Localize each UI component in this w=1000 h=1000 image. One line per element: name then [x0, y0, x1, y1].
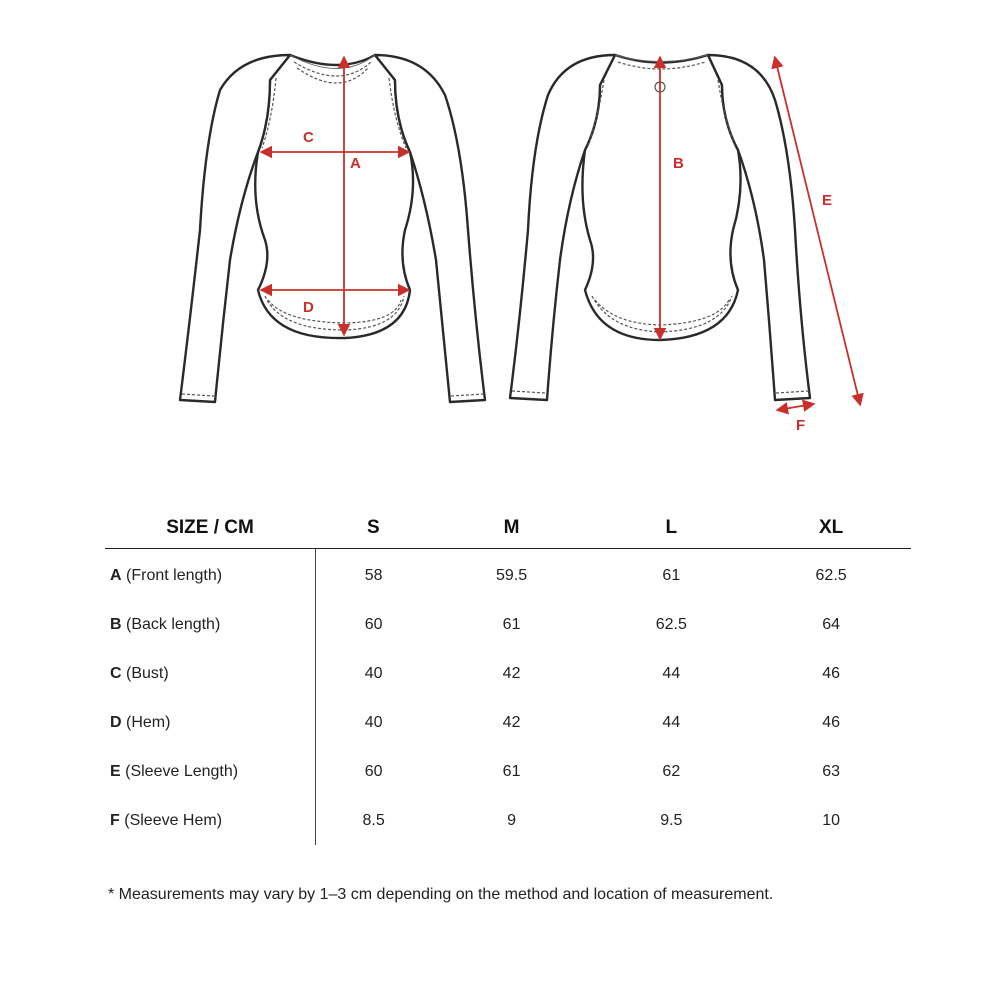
row-code: F — [110, 811, 120, 829]
cell-value: 40 — [364, 713, 383, 731]
row-name: (Bust) — [126, 664, 169, 682]
cell-value: 60 — [364, 762, 383, 780]
cell-value: 58 — [364, 566, 383, 584]
row-code: B — [110, 615, 122, 633]
cell-value: 64 — [822, 615, 840, 633]
table-header-row — [105, 508, 911, 549]
cell-value: 8.5 — [362, 811, 385, 829]
label-e: E — [822, 192, 833, 209]
label-a: A — [350, 155, 361, 172]
row-code: E — [110, 762, 121, 780]
row-code: D — [110, 713, 122, 731]
row-code: A — [110, 566, 122, 584]
garment-diagram — [0, 0, 1000, 470]
cell-value: 40 — [364, 664, 383, 682]
header-m: M — [432, 508, 592, 549]
cell-value: 63 — [822, 762, 840, 780]
cell-value: 42 — [502, 664, 521, 682]
row-label — [105, 649, 315, 698]
table-row — [105, 649, 911, 698]
table-row — [105, 600, 911, 649]
cell-value: 59.5 — [496, 566, 528, 584]
row-label — [105, 698, 315, 747]
cell-value: 46 — [822, 664, 840, 682]
row-name: (Back length) — [126, 615, 221, 633]
back-view — [510, 55, 860, 434]
row-label — [105, 796, 315, 845]
size-chart-table — [105, 508, 911, 845]
row-name: (Sleeve Hem) — [124, 811, 223, 829]
cell-value: 62.5 — [655, 615, 687, 633]
cell-value: 62 — [662, 762, 681, 780]
row-code: C — [110, 664, 122, 682]
cell-value: 9 — [507, 811, 517, 829]
header-s: S — [315, 508, 432, 549]
measurement-footnote: * Measurements may vary by 1–3 cm depending on the method and location of measurement. — [108, 886, 774, 903]
header-size-cm: SIZE / CM — [105, 508, 315, 549]
label-d: D — [303, 299, 314, 316]
front-view — [180, 55, 485, 402]
row-name: (Hem) — [126, 713, 171, 731]
cell-value: 61 — [502, 762, 521, 780]
label-b: B — [673, 155, 684, 172]
label-c: C — [303, 129, 314, 146]
cell-value: 44 — [662, 664, 681, 682]
row-label — [105, 600, 315, 649]
cell-value: 46 — [822, 713, 840, 731]
table-row — [105, 549, 911, 601]
cell-value: 10 — [822, 811, 840, 829]
cell-value: 61 — [502, 615, 521, 633]
row-label — [105, 549, 315, 601]
cell-value: 9.5 — [660, 811, 683, 829]
header-l: L — [591, 508, 751, 549]
cell-value: 42 — [502, 713, 521, 731]
row-label — [105, 747, 315, 796]
row-name: (Front length) — [126, 566, 223, 584]
row-name: (Sleeve Length) — [125, 762, 239, 780]
table-row — [105, 796, 911, 845]
cell-value: 62.5 — [815, 566, 847, 584]
cell-value: 61 — [662, 566, 681, 584]
table-row — [105, 747, 911, 796]
cell-value: 44 — [662, 713, 681, 731]
table-row — [105, 698, 911, 747]
label-f: F — [796, 417, 806, 434]
cell-value: 60 — [364, 615, 383, 633]
header-xl: XL — [751, 508, 911, 549]
